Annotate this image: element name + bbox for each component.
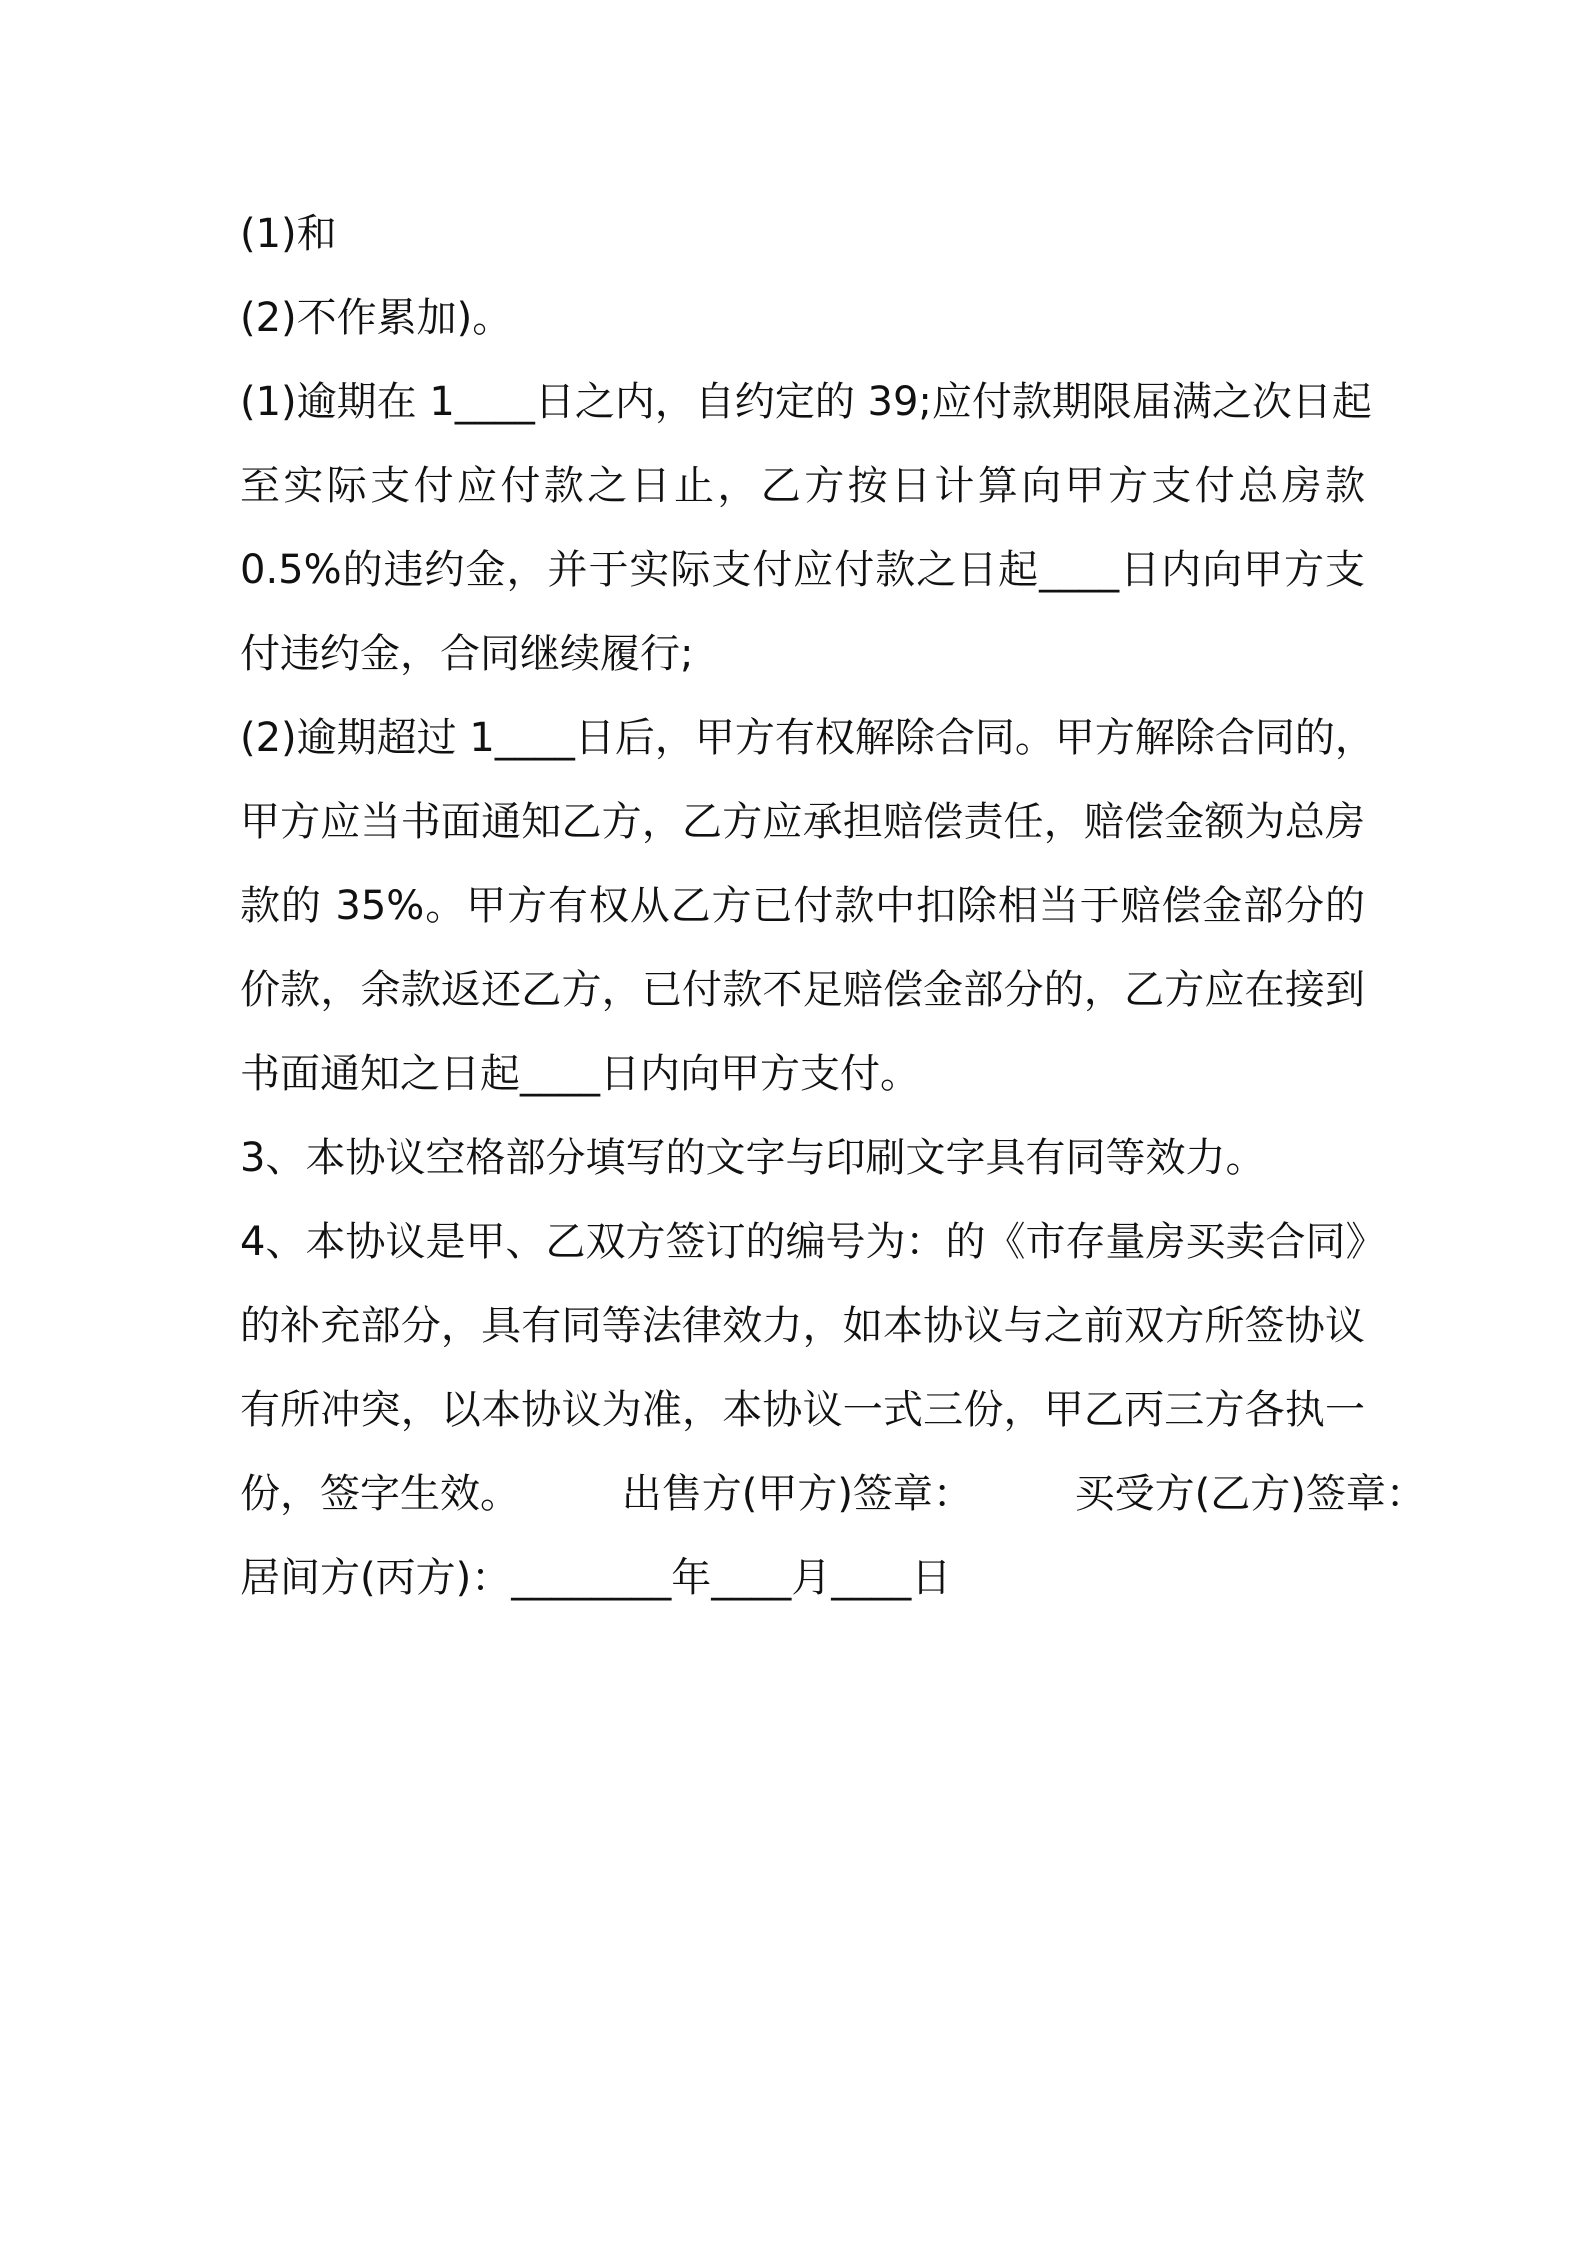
text-line: 3、本协议空格部分填写的文字与印刷文字具有同等效力。: [240, 1135, 1266, 1181]
signature-line: 份，签字生效。 出售方(甲方)签章： 买受方(乙方)签章：: [240, 1471, 1426, 1517]
text-line: 款的 35%。甲方有权从乙方已付款中扣除相当于赔偿金部分的: [240, 883, 1365, 929]
text-line: (2)不作累加)。: [240, 295, 513, 341]
agreement-text: [240, 192, 1426, 1620]
text-line: 付违约金，合同继续履行;: [240, 631, 694, 677]
text-line: 价款，余款返还乙方，已付款不足赔偿金部分的，乙方应在接到: [240, 967, 1365, 1013]
text-line: (1)逾期在 1____日之内，自约定的 39;应付款期限届满之次日起: [240, 379, 1372, 425]
text-line: 0.5%的违约金，并于实际支付应付款之日起____日内向甲方支: [240, 547, 1365, 593]
text-line: 书面通知之日起____日内向甲方支付。: [240, 1051, 920, 1097]
text-line: 甲方应当书面通知乙方，乙方应承担赔偿责任，赔偿金额为总房: [240, 799, 1365, 845]
text-line: 至实际支付应付款之日止，乙方按日计算向甲方支付总房款: [240, 463, 1365, 509]
text-line: (1)和: [240, 211, 337, 257]
text-line: 有所冲突，以本协议为准，本协议一式三份，甲乙丙三方各执一: [240, 1387, 1365, 1433]
text-line: 4、本协议是甲、乙双方签订的编号为：的《市存量房买卖合同》: [240, 1219, 1386, 1265]
text-line: 的补充部分，具有同等法律效力，如本协议与之前双方所签协议: [240, 1303, 1365, 1349]
date-line: 居间方(丙方)：________年____月____日: [240, 1555, 952, 1601]
text-line: (2)逾期超过 1____日后，甲方有权解除合同。甲方解除合同的，: [240, 715, 1375, 761]
